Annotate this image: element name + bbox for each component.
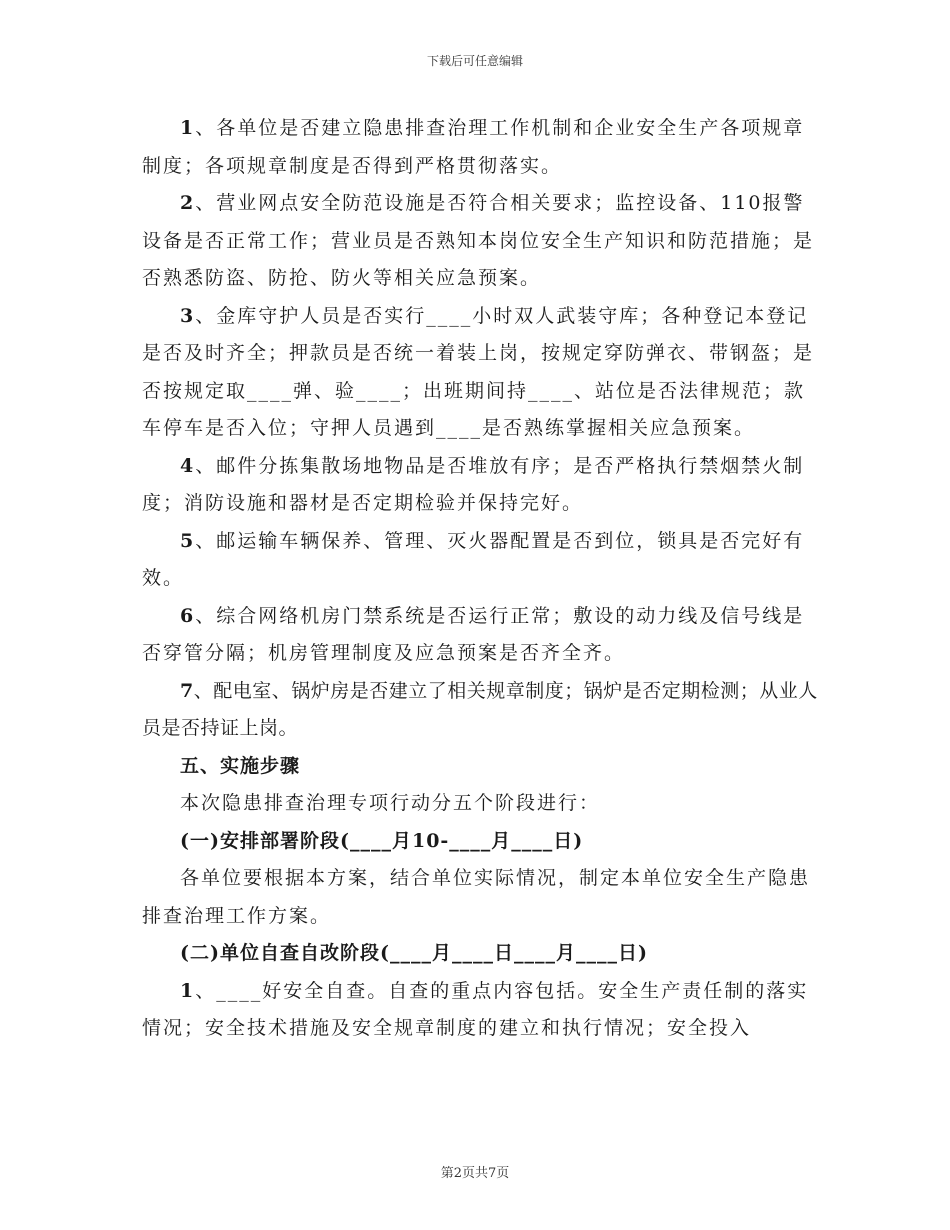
item-number: 6 — [180, 604, 196, 627]
item-number: 1 — [180, 979, 196, 1002]
item-number: 1 — [180, 117, 196, 139]
item-text: 、营业网点安全防范设施是否符合相关要求；监控设备、110报警设备是否正常工作；营业员是否熟知本岗位安全生产知识和防范措施；是否熟悉防盗、防抢、防火等相关应急预案。 — [142, 192, 815, 289]
item-number: 7 — [180, 679, 194, 702]
section-intro: 本次隐患排查治理专项行动分五个阶段进行： — [180, 792, 601, 814]
item-text: 、____好安全自查。自查的重点内容包括。安全生产责任制的落实情况；安全技术措施及安全规章制度的建立和执行情况；安全投入 — [142, 979, 809, 1039]
stage-1-heading: (一)安排部署阶段(____月10-____月____日) — [180, 829, 584, 852]
stage-2-item-1 — [142, 973, 818, 1048]
item-number: 2 — [180, 192, 196, 214]
item-text: 、金库守护人员是否实行____小时双人武装守库；各种登记本登记是否及时齐全；押款员是否统一着装上岗，按规定穿防弹衣、带钢盔；是否按规定取____弹、验____；出班期间持____、站位是否法律规范；款车停车是否入位；守押人员遇到____是否熟练掌握相关应急预案。 — [142, 304, 815, 439]
item-number: 5 — [180, 529, 196, 552]
check-item-6 — [142, 598, 818, 673]
section-heading: 五、实施步骤 — [180, 754, 301, 777]
check-item-4 — [142, 448, 818, 523]
check-item-5 — [142, 523, 818, 598]
item-text: 、各单位是否建立隐患排查治理工作机制和企业安全生产各项规章制度；各项规章制度是否得到严格贯彻落实。 — [142, 117, 805, 177]
check-item-2 — [142, 185, 818, 298]
stage-1-text: 各单位要根据本方案，结合单位实际情况，制定本单位安全生产隐患排查治理工作方案。 — [142, 867, 811, 927]
item-text: 、邮运输车辆保养、管理、灭火器配置是否到位，锁具是否完好有效。 — [142, 529, 805, 589]
item-text: 、综合网络机房门禁系统是否运行正常；敷设的动力线及信号线是否穿管分隔；机房管理制度及应急预案是否齐全齐。 — [142, 604, 805, 664]
stage-2-heading: (二)单位自查自改阶段(____月____日____月____日) — [180, 942, 648, 964]
item-number: 3 — [180, 304, 196, 327]
check-item-7 — [142, 673, 818, 748]
page-header: 下载后可任意编辑 — [426, 54, 523, 68]
item-text: 、邮件分拣集散场地物品是否堆放有序；是否严格执行禁烟禁火制度；消防设施和器材是否定期检验并保持完好。 — [142, 454, 805, 514]
page-number: 第2页共7页 — [440, 1166, 510, 1181]
check-item-1 — [142, 110, 818, 185]
document-body — [142, 110, 818, 1048]
check-item-3 — [142, 298, 818, 448]
item-number: 4 — [180, 454, 196, 477]
item-text: 、配电室、锅炉房是否建立了相关规章制度；锅炉是否定期检测；从业人员是否持证上岗。 — [142, 679, 818, 739]
